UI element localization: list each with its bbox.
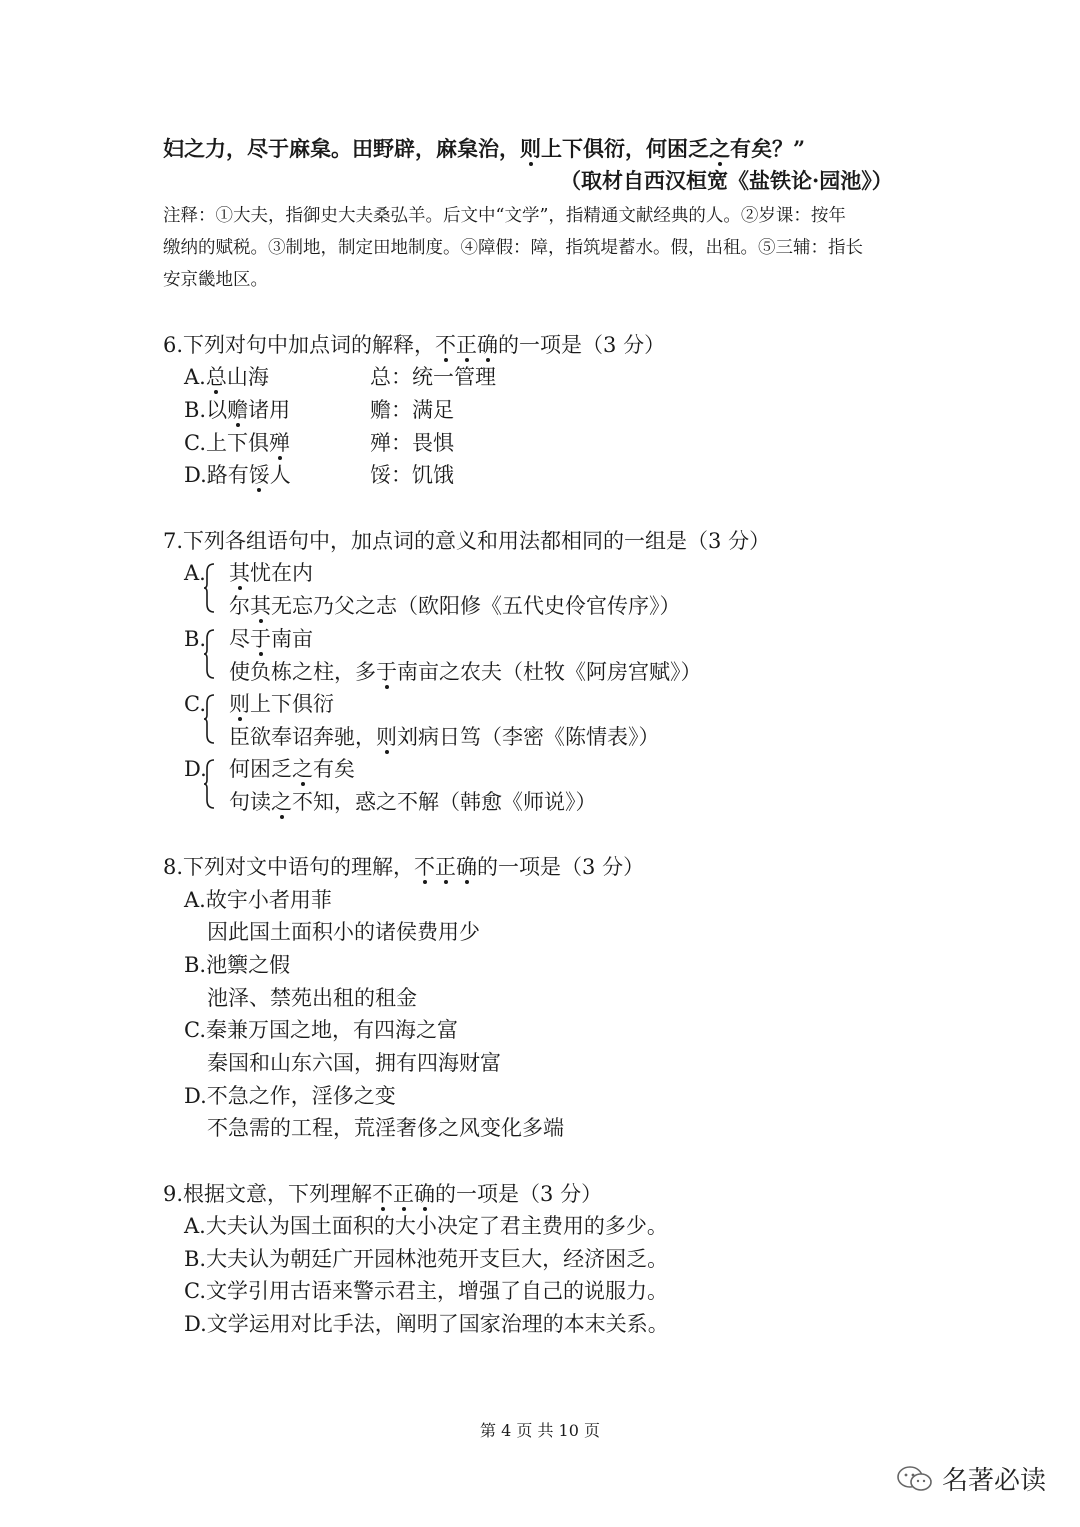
q7-option-a-label: A. [184,561,206,585]
q8-option-d-explanation: 不急需的工程，荒淫奢侈之风变化多端 [207,1116,564,1140]
q8-option-b: B.池籞之假 [184,953,291,977]
question-7-stem: 7.下列各组语句中，加点词的意义和用法都相同的一组是（3 分） [163,529,771,553]
dotted-char: 正 [456,333,478,357]
note-line-3: 安京畿地区。 [163,270,268,290]
q7-option-c-label: C. [184,692,206,716]
dotted-char: 确 [477,333,499,357]
page-number: 第 4 页 共 10 页 [480,1421,600,1440]
watermark-text: 名著必读 [942,1466,1047,1496]
dotted-word: 之 [709,136,730,161]
brace-icon [203,562,215,610]
q7-option-a-line-2: 尔其无忘乃父之志（欧阳修《五代史伶官传序》） [229,594,681,618]
q7-option-b-line-2: 使负栋之柱，多于南亩之农夫（杜牧《阿房宫赋》） [229,660,702,684]
watermark [896,1460,1046,1497]
passage-source: （取材自西汉桓宽《盐铁论·园池》） [560,168,893,193]
dotted-char: 确 [414,1182,436,1206]
q6-option-b: B.以赡诸用 [184,398,291,422]
q7-option-b-line-1: 尽于南亩 [229,627,313,651]
q9-option-c: C.文学引用古语来警示君主，增强了自己的说服力。 [184,1279,668,1303]
dotted-char: 不 [435,333,457,357]
q7-option-d-line-2: 句读之不知，惑之不解（韩愈《师说》） [229,790,597,814]
brace-icon [203,628,215,676]
q9-option-b: B.大夫认为朝廷广开园林池苑开支巨大，经济困乏。 [184,1247,669,1271]
passage-line: 妇之力，尽于麻枲。田野辟，麻枲治，则上下俱衍，何困乏之有矣？” [163,136,806,161]
q8-option-a: A.故宇小者用菲 [184,888,332,912]
brace-icon [203,758,215,806]
brace-icon [203,693,215,741]
q6-option-d: D.路有馁人 [184,463,291,487]
q7-option-d-label: D. [184,757,207,781]
q8-option-d: D.不急之作，淫侈之变 [184,1084,396,1108]
q6-option-a: A.总山海 [184,365,269,389]
q8-option-c: C.秦兼万国之地，有四海之富 [184,1018,458,1042]
dotted-word [435,333,498,357]
q8-option-a-explanation: 因此国土面积小的诸侯费用少 [207,920,480,944]
q6-option-d-definition: 馁：饥饿 [370,463,454,487]
note-line-1: 注释：①大夫，指御史大夫桑弘羊。后文中“文学”，指精通文献经典的人。②岁课：按年 [163,206,846,226]
dotted-char: 正 [393,1182,415,1206]
question-8-stem: 8.下列对文中语句的理解，不正确的一项是（3 分） [163,855,645,879]
dotted-char: 不 [414,855,436,879]
q7-option-a-line-1: 其忧在内 [229,561,313,585]
dotted-word: 则 [520,136,541,161]
q6-option-b-definition: 赡：满足 [370,398,454,422]
question-6-stem: 6.下列对句中加点词的解释，不正确的一项是（3 分） [163,333,666,357]
q6-option-a-definition: 总：统一管理 [370,365,496,389]
q9-option-d: D.文学运用对比手法，阐明了国家治理的本末关系。 [184,1312,669,1336]
dotted-char: 不 [372,1182,394,1206]
q6-option-c: C.上下俱殚 [184,431,290,455]
dotted-char: 正 [435,855,457,879]
q8-option-c-explanation: 秦国和山东六国，拥有四海财富 [207,1051,501,1075]
q8-option-b-explanation: 池泽、禁苑出租的租金 [207,986,417,1010]
note-line-2: 缴纳的赋税。③制地，制定田地制度。④障假：障，指筑堤蓄水。假，出租。⑤三辅：指长 [163,238,863,258]
question-9-stem: 9.根据文意，下列理解不正确的一项是（3 分） [163,1182,603,1206]
q6-option-c-definition: 殚：畏惧 [370,431,454,455]
q7-option-c-line-2: 臣欲奉诏奔驰，则刘病日笃（李密《陈情表》） [229,725,660,749]
q7-option-c-line-1: 则上下俱衍 [229,692,334,716]
q7-option-d-line-1: 何困乏之有矣 [229,757,355,781]
wechat-icon [896,1464,934,1494]
q9-option-a: A.大夫认为国土面积的大小决定了君主费用的多少。 [184,1214,668,1238]
q7-option-b-label: B. [184,627,207,651]
dotted-char: 确 [456,855,478,879]
